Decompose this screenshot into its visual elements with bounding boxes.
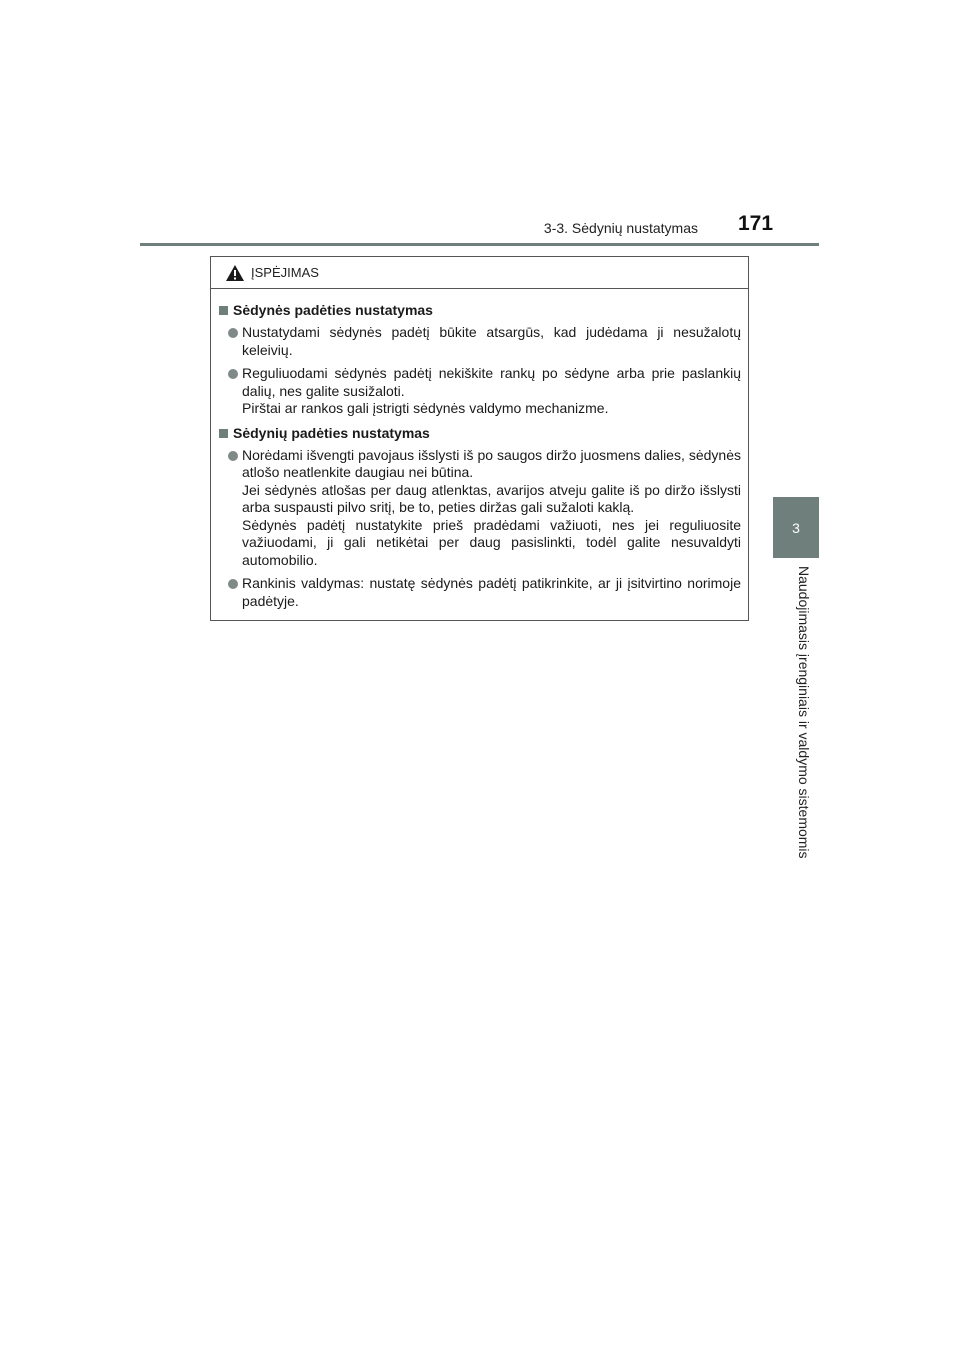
chapter-number: 3 — [792, 519, 800, 536]
circle-bullet-icon — [228, 579, 238, 589]
item-text: Pirštai ar rankos gali įstrigti sėdynės valdymo mechanizme. — [242, 400, 609, 416]
warning-title: ĮSPĖJIMAS — [251, 265, 319, 280]
header-divider — [140, 243, 819, 246]
circle-bullet-icon — [228, 369, 238, 379]
item-text: Rankinis valdymas: nustatę sėdynės padėtį patikrinkite, ar ji įsitvirtino norimoje padėtyje. — [242, 575, 741, 609]
list-item — [218, 447, 741, 570]
page-number: 171 — [738, 212, 774, 235]
warning-section — [218, 301, 741, 418]
item-text: Reguliuodami sėdynės padėtį nekiškite rankų po sėdyne arba prie paslankių dalių, nes galite susižaloti. — [242, 365, 741, 399]
chapter-title: Naudojimasis įrenginiais ir valdymo sistemomis — [796, 566, 812, 859]
circle-bullet-icon — [228, 451, 238, 461]
bullet-list — [218, 447, 741, 611]
list-item — [218, 365, 741, 418]
section-heading-text: Sėdynių padėties nustatymas — [233, 424, 430, 441]
bullet-list — [218, 324, 741, 418]
circle-bullet-icon — [228, 328, 238, 338]
warning-triangle-icon — [225, 264, 245, 282]
list-item — [218, 575, 741, 610]
section-title: 3-3. Sėdynių nustatymas — [543, 220, 698, 236]
section-heading-text: Sėdynės padėties nustatymas — [233, 302, 433, 318]
square-bullet-icon — [219, 429, 228, 438]
item-text: Norėdami išvengti pavojaus išslysti iš po saugos diržo juosmens dalies, sėdynės atlošo neatlenkite daugiau nei būtina. — [242, 446, 741, 480]
item-text: Sėdynės padėtį nustatykite prieš pradėdami važiuoti, nes jei reguliuosite važiuodami, ji gali netikėtai per daug pasislinkti, todėl galite nesuvaldyti automobilio. — [242, 516, 741, 568]
list-item — [218, 324, 741, 359]
warning-body — [211, 289, 748, 610]
chapter-tab — [773, 497, 819, 558]
square-bullet-icon — [219, 306, 228, 315]
item-text: Jei sėdynės atlošas per daug atlenktas, avarijos atveju galite iš po diržo išslysti arba suspausti pilvo sritį, be to, peties diržas gali sužaloti kaklą. — [242, 481, 741, 515]
warning-box — [210, 256, 749, 621]
section-heading — [218, 301, 741, 320]
item-text: Nustatydami sėdynės padėtį būkite atsargūs, kad judėdama ji nesužalotų keleivių. — [242, 324, 741, 358]
section-heading — [218, 424, 741, 443]
warning-header — [211, 257, 748, 289]
warning-section — [218, 424, 741, 611]
